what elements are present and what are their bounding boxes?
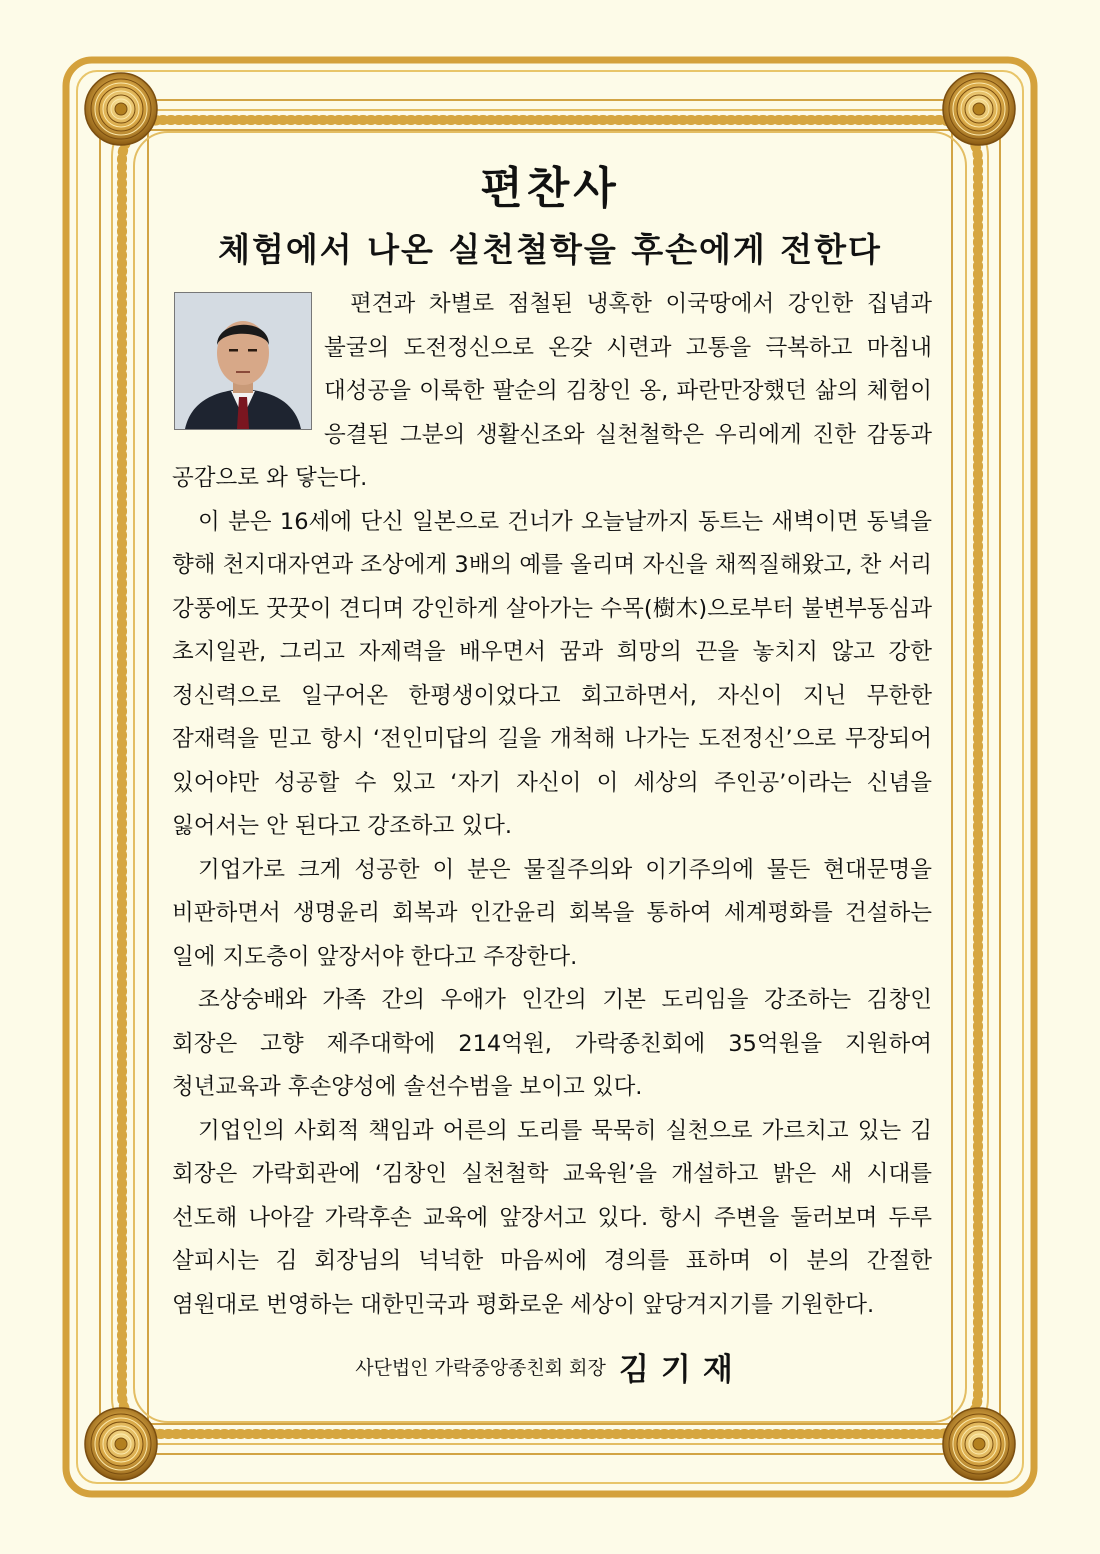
paragraph-3: 기업가로 크게 성공한 이 분은 물질주의와 이기주의에 물든 현대문명을 비판하면서 생명윤리 회복과 인간윤리 회복을 통하여 세계평화를 건설하는 일에 지도층이 앞장서야 한다고 주장한다. xyxy=(172,856,932,970)
gold-medallion-icon xyxy=(85,73,157,145)
paragraph-4: 조상숭배와 가족 간의 우애가 인간의 기본 도리임을 강조하는 김창인 회장은 고향 제주대학에 214억원, 가락종친회에 35억원을 지원하여 청년교육과 후손양성에 솔선수범을 보이고 있다. xyxy=(172,987,932,1100)
signature xyxy=(0,1344,1100,1389)
paragraph-2: 이 분은 16세에 단신 일본으로 건너가 오늘날까지 동트는 새벽이면 동녘을 향해 천지대자연과 조상에게 3배의 예를 올리며 자신을 채찍질해왔고, 찬 서리 강풍에도 꿋꿋이 견디며 강인하게 살아가는 수목(樹木)으로부터 불변부동심과 초지일관, 그리고 자제력을 배우면서 꿈과 희망의 끈을 놓치지 않고 강한 정신력으로 일구어온 한평생이었다고 회고하면서, 자신이 지닌 무한한 잠재력을 믿고 항시 ‘전인미답의 길을 개척해 나가는 도전정신’으로 무장되어 있어야만 성공할 수 있고 ‘자기 자신이 이 세상의 주인공’이라는 신념을 잃어서는 안 된다고 강조하고 있다. xyxy=(172,508,932,839)
page-subtitle: 체험에서 나온 실천철학을 후손에게 전한다 xyxy=(218,230,882,269)
paragraph-5: 기업인의 사회적 책임과 어른의 도리를 묵묵히 실천으로 가르치고 있는 김 회장은 가락회관에 ‘김창인 실천철학 교육원’을 개설하고 밝은 새 시대를 선도해 나아갈 가락후손 교육에 앞장서고 있다. 항시 주변을 둘러보며 두루 살피시는 김 회장님의 넉넉한 마음씨에 경의를 표하며 이 분의 간절한 염원대로 번영하는 대한민국과 평화로운 세상이 앞당겨지기를 기원한다. xyxy=(172,1117,932,1318)
page-title: 편찬사 xyxy=(480,163,620,214)
signature-name: 김기재 xyxy=(618,1352,745,1388)
gold-medallion-icon xyxy=(943,73,1015,145)
article-body xyxy=(172,283,932,1327)
signature-organization: 사단법인 가락중앙종친회 회장 xyxy=(355,1357,606,1379)
gold-medallion-icon xyxy=(85,1408,157,1480)
gold-medallion-icon xyxy=(943,1408,1015,1480)
photo-spacer xyxy=(172,283,324,453)
paragraph-1: 편견과 차별로 점철된 냉혹한 이국땅에서 강인한 집념과 불굴의 도전정신으로 온갖 시련과 고통을 극복하고 마침내 대성공을 이룩한 팔순의 김창인 옹, 파란만장했던 삶의 체험이 응결된 그분의 생활신조와 실천철학은 우리에게 진한 감동과 공감으로 와 닿는다. xyxy=(172,291,932,491)
